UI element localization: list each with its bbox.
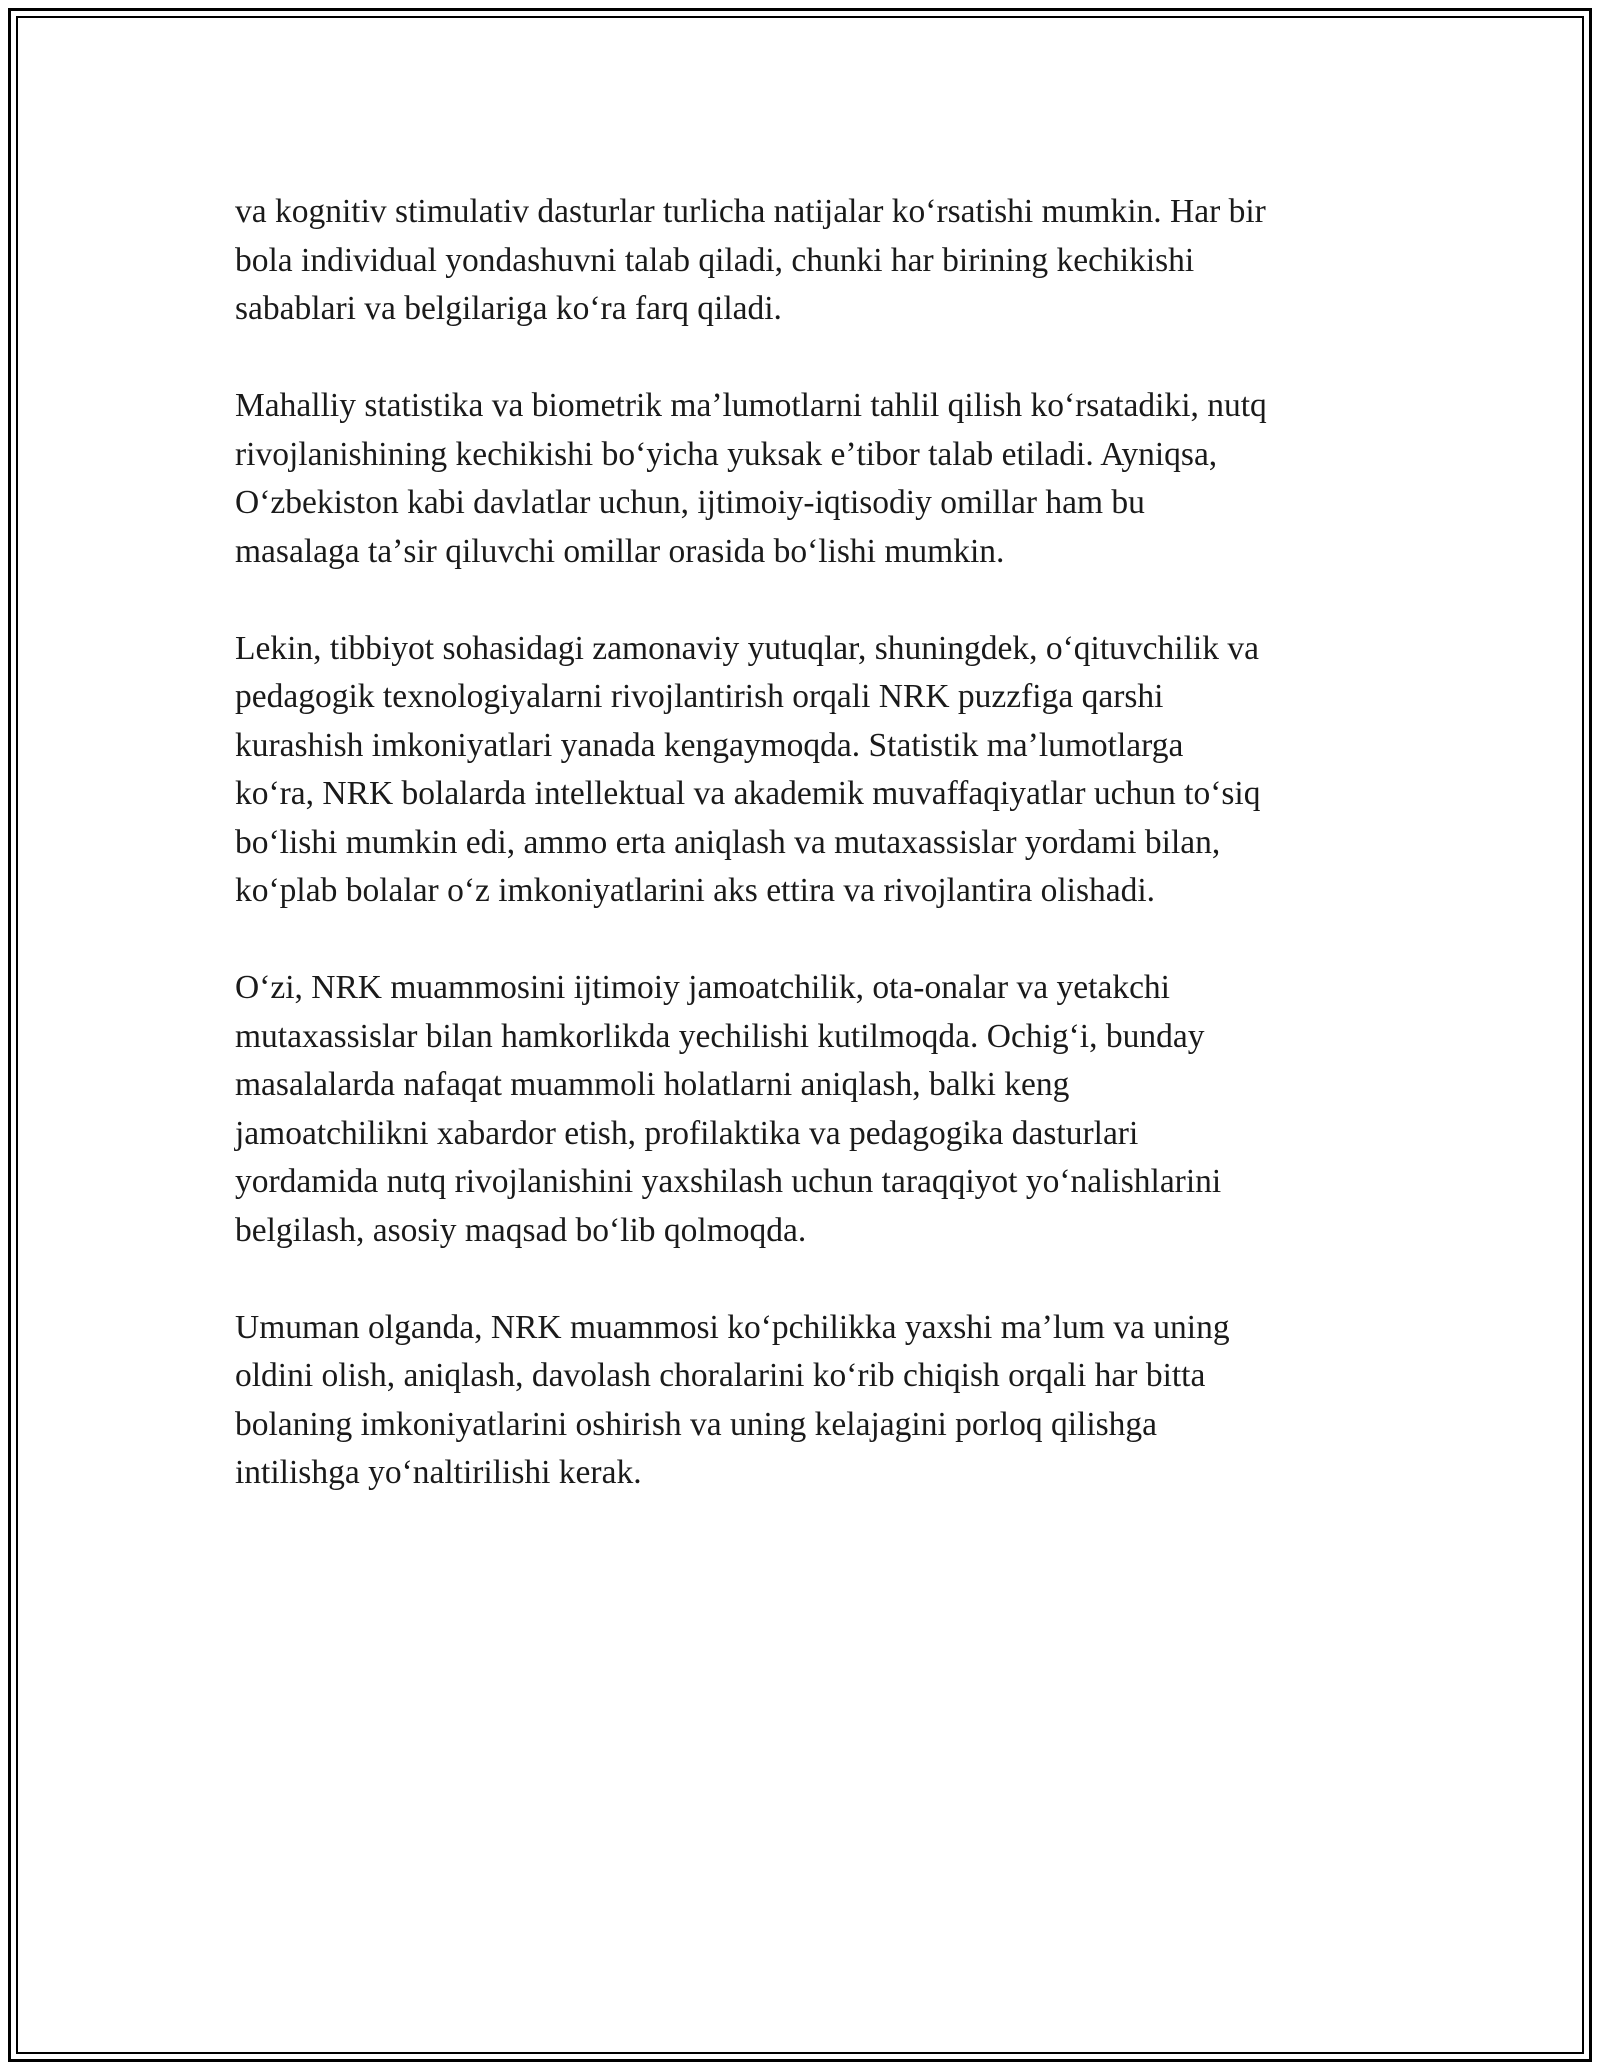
text-line: va kognitiv stimulativ dasturlar turlicha natijalar koʻrsatishi mumkin. Har bir [235, 193, 1266, 230]
text-line: bolaning imkoniyatlarini oshirish va uning kelajagini porloq qilishga [235, 1405, 1158, 1443]
paragraph-1 [235, 188, 1375, 334]
text-line: belgilash, asosiy maqsad boʻlib qolmoqda. [235, 1211, 807, 1249]
text-line: masalaga taʼsir qiluvchi omillar orasida boʻlishi mumkin. [235, 532, 1005, 570]
paragraph-4 [235, 964, 1375, 1255]
text-line: Oʻzi, NRK muammosini ijtimoiy jamoatchilik, ota-onalar va yetakchi [235, 969, 1170, 1006]
document-body [235, 188, 1375, 1546]
text-line: mutaxassislar bilan hamkorlikda yechilishi kutilmoqda. Ochigʻi, bunday [235, 1017, 1205, 1055]
text-line: bola individual yondashuvni talab qiladi, chunki har birining kechikishi [235, 241, 1195, 279]
text-line: sabablari va belgilariga koʻra farq qiladi. [235, 290, 782, 327]
text-line: Umuman olganda, NRK muammosi koʻpchilikka yaxshi maʼlum va uning [235, 1308, 1230, 1346]
paragraph-2 [235, 382, 1375, 576]
text-line: pedagogik texnologiyalarni rivojlantirish orqali NRK puzzfiga qarshi [235, 678, 1164, 715]
text-line: masalalarda nafaqat muammoli holatlarni aniqlash, balki keng [235, 1066, 1070, 1103]
paragraph-5 [235, 1304, 1375, 1498]
text-line: intilishga yoʻnaltirilishi kerak. [235, 1454, 642, 1491]
paragraph-3 [235, 625, 1375, 916]
text-line: koʻra, NRK bolalarda intellektual va akademik muvaffaqiyatlar uchun toʻsiq [235, 775, 1261, 812]
text-line: Lekin, tibbiyot sohasidagi zamonaviy yutuqlar, shuningdek, oʻqituvchilik va [235, 629, 1259, 667]
text-line: jamoatchilikni xabardor etish, profilaktika va pedagogika dasturlari [235, 1114, 1139, 1152]
text-line: Oʻzbekiston kabi davlatlar uchun, ijtimoiy-iqtisodiy omillar ham bu [235, 484, 1145, 521]
text-line: yordamida nutq rivojlanishini yaxshilash uchun taraqqiyot yoʻnalishlarini [235, 1163, 1222, 1200]
text-line: rivojlanishining kechikishi boʻyicha yuksak eʼtibor talab etiladi. Ayniqsa, [235, 435, 1218, 473]
text-line: kurashish imkoniyatlari yanada kengaymoqda. Statistik maʼlumotlarga [235, 726, 1184, 764]
text-line: boʻlishi mumkin edi, ammo erta aniqlash va mutaxassislar yordami bilan, [235, 823, 1221, 861]
text-line: Mahalliy statistika va biometrik maʼlumotlarni tahlil qilish koʻrsatadiki, nutq [235, 387, 1267, 424]
text-line: oldini olish, aniqlash, davolash choralarini koʻrib chiqish orqali har bitta [235, 1357, 1206, 1394]
text-line: koʻplab bolalar oʻz imkoniyatlarini aks ettira va rivojlantira olishadi. [235, 872, 1156, 909]
